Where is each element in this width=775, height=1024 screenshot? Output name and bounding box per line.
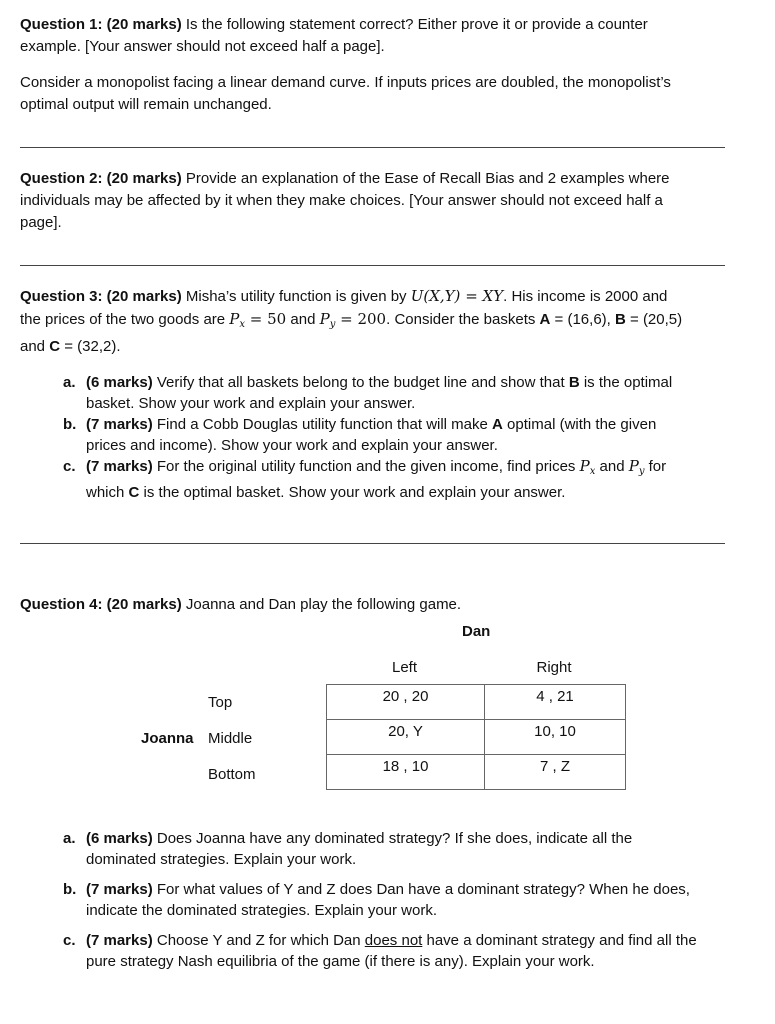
payoff-cell: 20, Y xyxy=(327,720,485,755)
payoff-cell: 20 , 20 xyxy=(327,685,485,720)
utility-function: U(X,Y) = XY xyxy=(410,287,504,305)
question-1-statement: Consider a monopolist facing a linear demand curve. If inputs prices are doubled, the monopolist’s optimal output will remain unchanged. xyxy=(20,74,671,113)
divider-2 xyxy=(20,265,725,266)
question-3-parts xyxy=(20,372,725,503)
question-1-heading: Question 1: (20 marks) xyxy=(20,16,182,33)
question-3-prompt: Question 3: (20 marks) Misha’s utility function is given by U(X,Y) = XY. His income is 2000 and the prices of the two goods are $P_x = 50$ and $P_y = 200$. Consider the baskets A = (16,6), B = (20,5) and C = (32,2). xyxy=(20,287,683,355)
question-4-heading: Question 4: (20 marks) xyxy=(20,596,182,613)
question-2-prompt: Question 2: (20 marks) Provide an explanation of the Ease of Recall Bias and 2 examples where individuals may be affected by it when they make choices. [Your answer should not exceed half a page]. xyxy=(20,170,670,231)
column-header-left: Left xyxy=(391,659,418,676)
price-x: $P_x = 50$ xyxy=(229,310,287,330)
question-1-prompt: Question 1: (20 marks) Is the following statement correct? Either prove it or provide a counter example. [Your answer should not exceed half a page]. xyxy=(20,16,648,55)
divider-3 xyxy=(20,543,725,544)
question-3-part-b: b. (7 marks) Find a Cobb Douglas utility function that will make A optimal (with the given prices and income). Show your work and explain your answer. xyxy=(63,416,657,454)
exam-page xyxy=(20,14,725,972)
divider-1 xyxy=(20,147,725,148)
payoff-matrix xyxy=(20,620,725,810)
question-1 xyxy=(20,14,725,116)
payoff-cell: 4 , 21 xyxy=(485,685,626,720)
payoff-cell: 7 , Z xyxy=(485,755,626,790)
question-3 xyxy=(20,285,725,503)
question-4-prompt: Question 4: (20 marks) Joanna and Dan play the following game. xyxy=(20,596,462,613)
question-3-part-c: c. (7 marks) For the original utility function and the given income, find prices $P_x$ and $P_y$ for which C is the optimal basket. Show your work and explain your answer. xyxy=(63,457,667,501)
question-3-part-a: a. (6 marks) Verify that all baskets belong to the budget line and show that B is the optimal basket. Show your work and explain your answer. xyxy=(63,374,673,412)
question-4-part-b: b. (7 marks) For what values of Y and Z does Dan have a dominant strategy? When he does, indicate the dominated strategies. Explain your work. xyxy=(63,881,690,919)
question-2-heading: Question 2: (20 marks) xyxy=(20,170,182,187)
row-header-top: Top xyxy=(208,694,233,711)
question-4-part-a: a. (6 marks) Does Joanna have any dominated strategy? If she does, indicate all the dominated strategies. Explain your work. xyxy=(63,830,633,868)
row-header-middle: Middle xyxy=(208,730,253,747)
table-row xyxy=(327,720,626,755)
payoff-table xyxy=(326,684,626,790)
payoff-cell: 10, 10 xyxy=(485,720,626,755)
price-y: $P_y = 200$ xyxy=(319,310,387,330)
question-3-heading: Question 3: (20 marks) xyxy=(20,288,182,305)
question-4-part-c: c. (7 marks) Choose Y and Z for which Dan does not have a dominant strategy and find all the pure strategy Nash equilibria of the game (if there is any). Explain your work. xyxy=(63,932,697,970)
question-4-parts xyxy=(20,828,725,972)
table-row xyxy=(327,755,626,790)
column-player-label: Dan xyxy=(462,623,491,640)
table-row xyxy=(327,685,626,720)
column-header-right: Right xyxy=(536,659,572,676)
row-header-bottom: Bottom xyxy=(208,766,256,783)
question-2 xyxy=(20,168,725,234)
row-player-label: Joanna xyxy=(141,730,194,747)
payoff-cell: 18 , 10 xyxy=(327,755,485,790)
question-4 xyxy=(20,594,725,972)
